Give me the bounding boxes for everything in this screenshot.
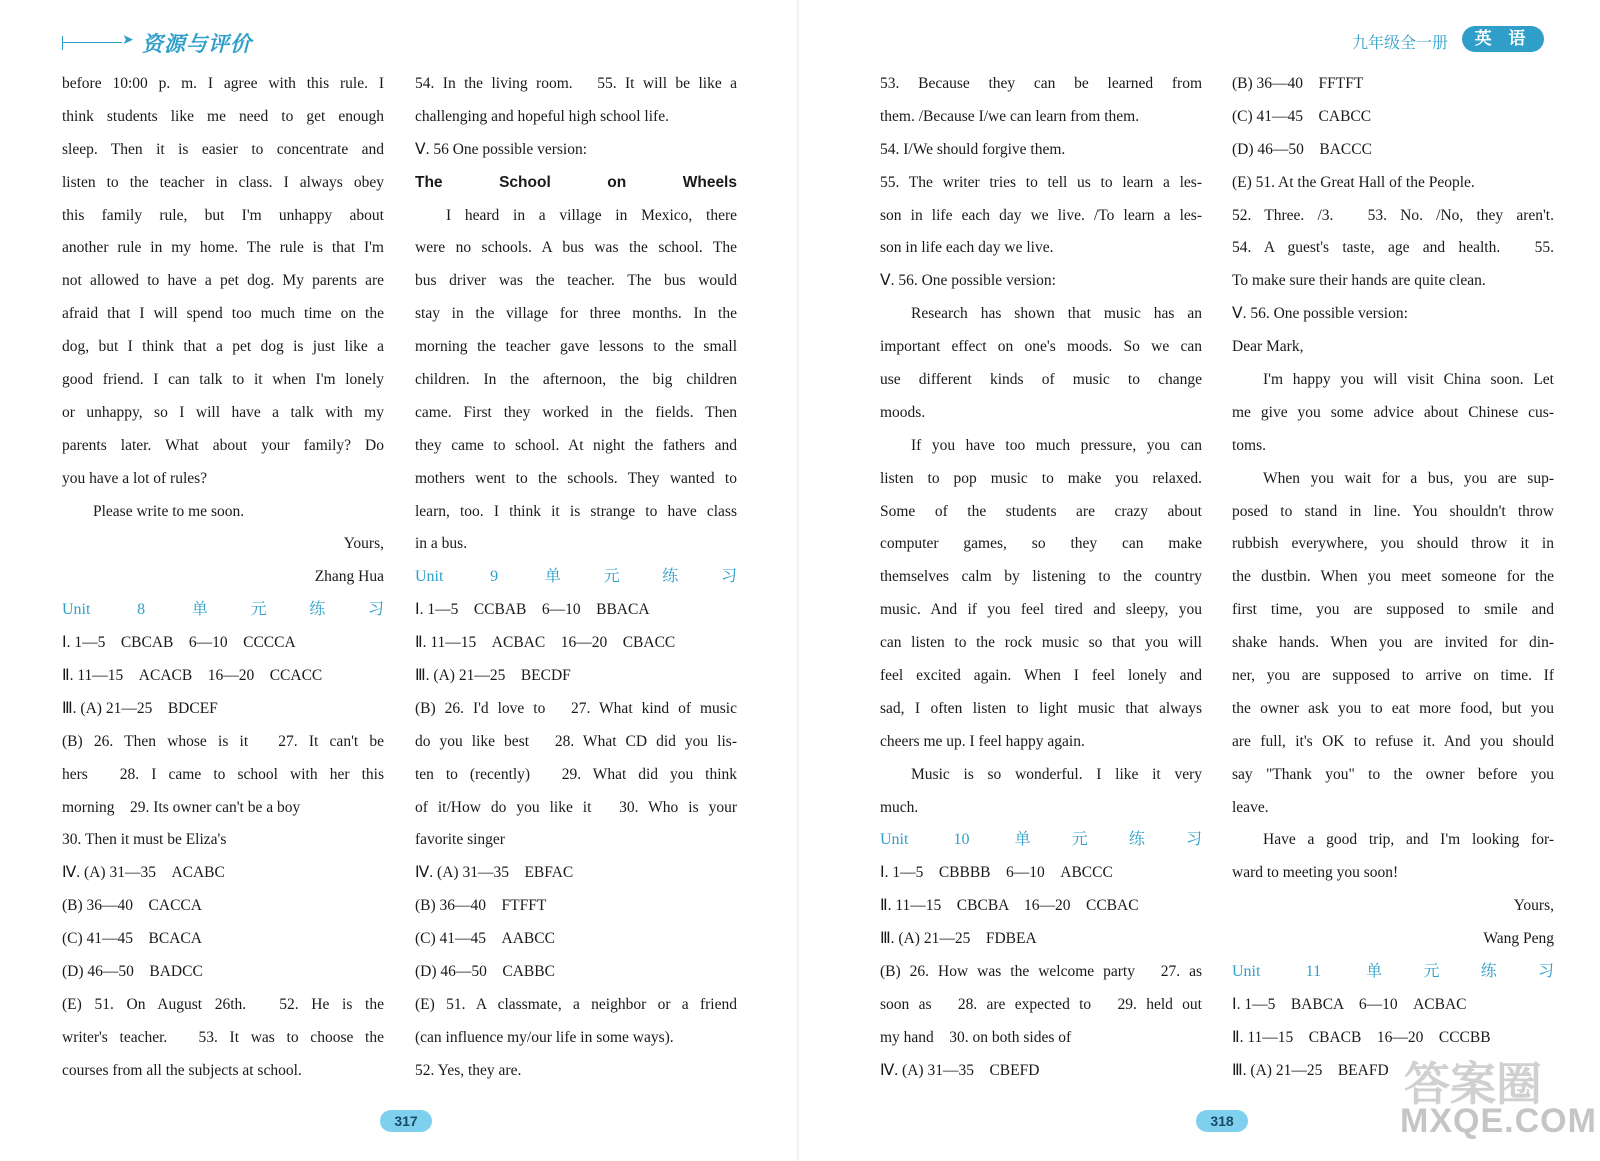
text-line: listen to the teacher in class. I always obey <box>62 173 384 191</box>
text-line: Dear Mark, <box>1232 338 1304 356</box>
text-line: Yours, <box>1513 897 1554 915</box>
text-line: Ⅲ. (A) 21—25 BEAFD <box>1232 1061 1389 1079</box>
text-line: Yours, <box>343 535 384 553</box>
text-line: or unhappy, so I will have a talk with my <box>62 403 384 421</box>
text-line: Ⅰ. 1—5 CBBBB 6—10 ABCCC <box>880 864 1113 882</box>
text-line: parents later. What about your family? Do <box>62 436 384 454</box>
text-line: learn, too. I think it is strange to have class <box>415 502 737 520</box>
text-line: (can influence my/our life in some ways). <box>415 1028 674 1046</box>
text-line: you have a lot of rules? <box>62 469 208 487</box>
text-line: If you have too much pressure, you can <box>911 436 1202 454</box>
page-number-left: 317 <box>380 1110 432 1132</box>
text-line: listen to pop music to make you relaxed. <box>880 469 1202 487</box>
text-line: Ⅱ. 11—15 ACACB 16—20 CCACC <box>62 667 323 685</box>
column-1 <box>62 68 384 1088</box>
page-number-right: 318 <box>1196 1110 1248 1132</box>
text-line: cheers me up. I feel happy again. <box>880 732 1085 750</box>
text-line: soon as 28. are expected to 29. held out <box>880 995 1202 1013</box>
text-line: in a bus. <box>415 535 468 553</box>
text-line: (B) 36—40 CACCA <box>62 897 202 915</box>
text-line: Ⅰ. 1—5 BABCA 6—10 ACBAC <box>1232 995 1467 1013</box>
text-line: challenging and hopeful high school life. <box>415 107 669 125</box>
text-line: Please write to me soon. <box>93 502 245 520</box>
column-4 <box>1232 68 1554 1088</box>
text-line: (D) 46—50 CABBC <box>415 963 555 981</box>
text-line: toms. <box>1232 436 1267 454</box>
text-line: Research has shown that music has an <box>911 305 1202 323</box>
text-line: 53. Because they can be learned from <box>880 75 1202 92</box>
text-line: Wang Peng <box>1483 930 1554 948</box>
subject-badge: 英 语 <box>1462 26 1544 52</box>
text-line: posed to stand in line. You shouldn't throw <box>1232 502 1554 520</box>
text-line: (B) 26. I'd love to 27. What kind of music <box>415 699 737 717</box>
text-line: courses from all the subjects at school. <box>62 1061 302 1079</box>
text-line: good friend. I can talk to it when I'm lonely <box>62 371 384 389</box>
text-line: of it/How do you like it 30. Who is your <box>415 798 737 816</box>
text-line: ward to meeting you soon! <box>1232 864 1399 882</box>
text-line: (E) 51. At the Great Hall of the People. <box>1232 173 1475 191</box>
text-line: Have a good trip, and I'm looking for- <box>1263 831 1554 849</box>
text-line: stay in the village for three months. In the <box>415 305 737 323</box>
watermark-logo <box>1400 1030 1597 1150</box>
text-line: 30. Then it must be Eliza's <box>62 831 227 849</box>
text-line: When you wait for a bus, you are sup- <box>1263 469 1554 487</box>
text-line: computer games, so they can make <box>880 535 1202 553</box>
column-3 <box>880 68 1202 1088</box>
text-line: moods. <box>880 403 926 421</box>
unit-heading: Unit 8 单元练习 <box>62 601 384 619</box>
text-line: sad, I often listen to light music that always <box>880 699 1202 717</box>
text-line: Ⅰ. 1—5 CCBAB 6—10 BBACA <box>415 601 650 619</box>
unit-heading: Unit 11 单元练习 <box>1232 963 1554 981</box>
text-line: shake hands. When you are invited for din- <box>1232 634 1554 652</box>
text-line: dog, but I think that a pet dog is just like a <box>62 338 384 356</box>
text-line: can listen to the rock music so that you will <box>880 634 1202 652</box>
text-line: Some of the students are crazy about <box>880 502 1202 520</box>
text-line: Ⅱ. 11—15 CBACB 16—20 CCCBB <box>1232 1028 1491 1046</box>
text-line: sleep. Then it is easier to concentrate and <box>62 140 384 158</box>
text-line: the dustbin. When you meet someone for the <box>1232 568 1554 586</box>
column-2 <box>415 68 737 1088</box>
text-line: son in life each day we live. <box>880 239 1054 257</box>
text-line: hers 28. I came to school with her this <box>62 765 384 783</box>
text-line: first time, you are supposed to smile and <box>1232 601 1554 619</box>
text-line: (E) 51. On August 26th. 52. He is the <box>62 995 384 1013</box>
text-line: came. First they worked in the fields. Then <box>415 403 737 421</box>
text-line: 52. Yes, they are. <box>415 1061 522 1079</box>
text-line: 54. A guest's taste, age and health. 55. <box>1232 239 1554 257</box>
text-line: are full, it's OK to refuse it. And you should <box>1232 732 1554 750</box>
arrow-right-icon: ➤ <box>122 33 134 48</box>
watermark-cn: 答案圈 <box>1404 1059 1542 1110</box>
grade-label: 九年级全一册 <box>1351 35 1448 52</box>
text-line: feel excited again. When I feel lonely and <box>880 667 1202 685</box>
text-line: mothers went to the schools. They wanted to <box>415 469 737 487</box>
text-line: Ⅴ. 56. One possible version: <box>1232 305 1408 323</box>
text-line: me give you some advice about Chinese cus- <box>1232 403 1554 421</box>
text-line: Ⅳ. (A) 31—35 ACABC <box>62 864 225 882</box>
text-line: Zhang Hua <box>314 568 384 586</box>
text-line: 54. In the living room. 55. It will be like a <box>415 75 737 92</box>
text-line: Ⅲ. (A) 21—25 BECDF <box>415 667 571 685</box>
text-line: think students like me need to get enough <box>62 107 384 125</box>
text-line: morning 29. Its owner can't be a boy <box>62 798 301 816</box>
text-line: another rule in my home. The rule is that I'm <box>62 239 384 257</box>
text-line: much. <box>880 798 919 816</box>
text-line: (B) 36—40 FTFFT <box>415 897 547 915</box>
text-line: (C) 41—45 AABCC <box>415 930 555 948</box>
text-line: Ⅱ. 11—15 ACBAC 16—20 CBACC <box>415 634 676 652</box>
text-line: (B) 36—40 FFTFT <box>1232 75 1364 92</box>
book-title: 资源与评价 <box>142 32 252 56</box>
text-line: this family rule, but I'm unhappy about <box>62 206 384 224</box>
text-line: music. And if you feel tired and sleepy, you <box>880 601 1202 619</box>
text-line: (C) 41—45 CABCC <box>1232 107 1372 125</box>
text-line: Ⅲ. (A) 21—25 BDCEF <box>62 699 218 717</box>
text-line: important effect on one's moods. So we can <box>880 338 1202 356</box>
text-line: (E) 51. A classmate, a neighbor or a friend <box>415 995 737 1013</box>
right-page <box>800 0 1600 1161</box>
unit-heading: Unit 9 单元练习 <box>415 568 737 586</box>
text-line: before 10:00 p. m. I agree with this rule. I <box>62 75 384 92</box>
text-line: Ⅴ. 56 One possible version: <box>415 140 588 158</box>
text-line: Ⅳ. (A) 31—35 EBFAC <box>415 864 574 882</box>
text-line: To make sure their hands are quite clean. <box>1232 272 1486 290</box>
essay-title: The School on Wheels <box>415 173 737 191</box>
text-line: themselves calm by listening to the country <box>880 568 1202 586</box>
text-line: Music is so wonderful. I like it very <box>911 765 1202 783</box>
watermark-en: MXQE.COM <box>1400 1102 1597 1140</box>
text-line: ner, you are supposed to arrive on time. If <box>1232 667 1554 685</box>
text-line: (B) 26. Then whose is it 27. It can't be <box>62 732 384 750</box>
text-line: favorite singer <box>415 831 505 849</box>
text-line: bus driver was the teacher. The bus would <box>415 272 737 290</box>
text-line: ten to (recently) 29. What did you think <box>415 765 737 783</box>
text-line: children. In the afternoon, the big children <box>415 371 737 389</box>
text-line: were no schools. A bus was the school. The <box>415 239 737 257</box>
text-line: leave. <box>1232 798 1269 816</box>
text-line: my hand 30. on both sides of <box>880 1028 1072 1046</box>
text-line: writer's teacher. 53. It was to choose the <box>62 1028 384 1046</box>
text-line: Ⅰ. 1—5 CBCAB 6—10 CCCCA <box>62 634 296 652</box>
text-line: son in life each day we live. /To learn a les- <box>880 206 1202 224</box>
text-line: say "Thank you" to the owner before you <box>1232 765 1554 783</box>
text-line: afraid that I will spend too much time on the <box>62 305 384 323</box>
text-line: (D) 46—50 BACCC <box>1232 140 1372 158</box>
text-line: 55. The writer tries to tell us to learn a les- <box>880 173 1202 191</box>
text-line: rubbish everywhere, you should throw it in <box>1232 535 1554 553</box>
text-line: Ⅴ. 56. One possible version: <box>880 272 1056 290</box>
text-line: (B) 26. How was the welcome party 27. as <box>880 963 1202 981</box>
text-line: the owner ask you to eat more food, but you <box>1232 699 1554 717</box>
text-line: them. /Because I/we can learn from them. <box>880 107 1140 125</box>
text-line: use different kinds of music to change <box>880 371 1202 389</box>
text-line: Ⅳ. (A) 31—35 CBEFD <box>880 1061 1040 1079</box>
text-line: 54. I/We should forgive them. <box>880 140 1066 158</box>
text-line: (C) 41—45 BCACA <box>62 930 202 948</box>
text-line: (D) 46—50 BADCC <box>62 963 203 981</box>
header-rule <box>62 42 122 43</box>
text-line: Ⅲ. (A) 21—25 FDBEA <box>880 930 1037 948</box>
right-header <box>1284 24 1544 54</box>
text-line: 52. Three. /3. 53. No. /No, they aren't. <box>1232 206 1554 224</box>
left-header <box>62 28 322 58</box>
unit-heading: Unit 10 单元练习 <box>880 831 1202 849</box>
text-line: morning the teacher gave lessons to the small <box>415 338 737 356</box>
text-line: I heard in a village in Mexico, there <box>446 206 737 224</box>
text-line: Ⅱ. 11—15 CBCBA 16—20 CCBAC <box>880 897 1139 915</box>
text-line: I'm happy you will visit China soon. Let <box>1263 371 1554 389</box>
text-line: not allowed to have a pet dog. My parents are <box>62 272 384 290</box>
text-line: do you like best 28. What CD did you lis- <box>415 732 737 750</box>
text-line: they came to school. At night the fathers and <box>415 436 737 454</box>
